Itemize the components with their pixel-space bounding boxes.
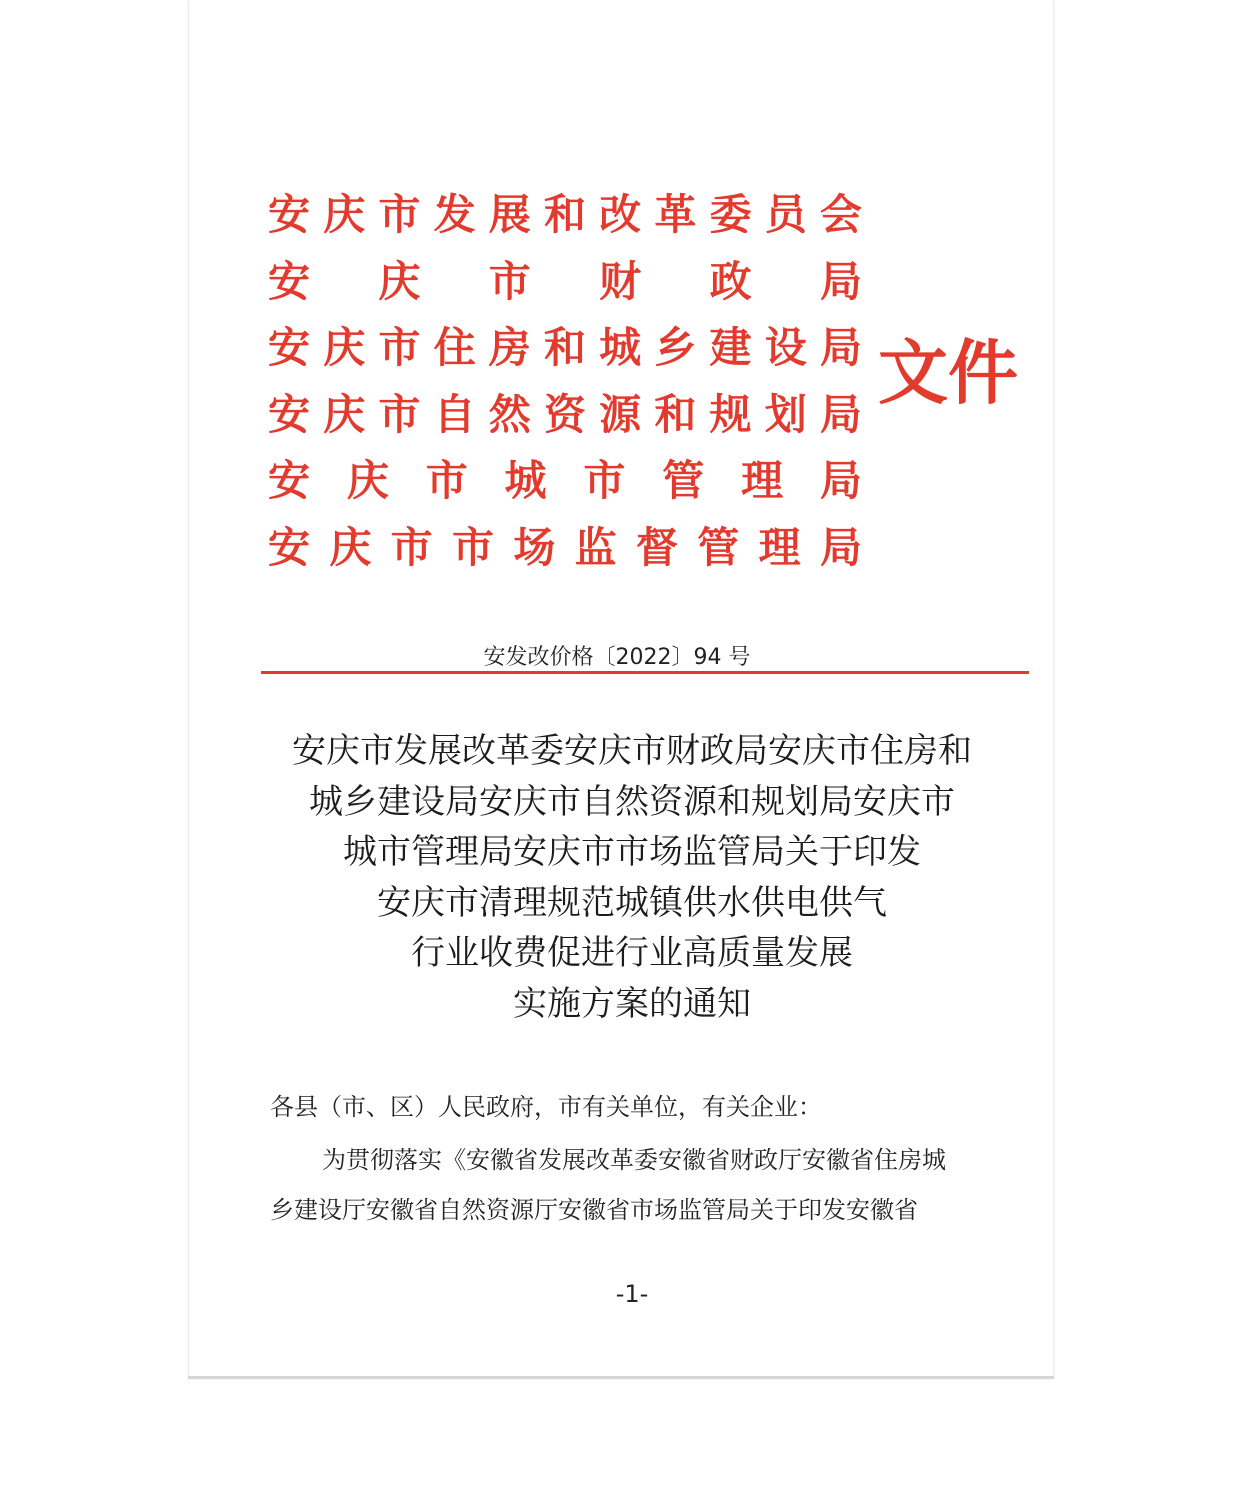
- issuer-char: 改: [599, 190, 642, 240]
- issuer-line: [268, 182, 862, 249]
- issuer-char: 和: [543, 190, 586, 240]
- issuer-char: 源: [599, 389, 642, 439]
- title-line: 城市管理局安庆市市场监管局关于印发: [343, 832, 921, 872]
- issuer-char: 场: [513, 522, 556, 572]
- issuer-char: 划: [764, 389, 807, 439]
- issuer-char: 城: [599, 323, 642, 373]
- issuer-char: 市: [390, 522, 433, 572]
- issuer-char: 监: [574, 522, 617, 572]
- issuer-char: 设: [764, 323, 807, 373]
- issuer-char: 市: [378, 389, 421, 439]
- issuer-char: 局: [819, 389, 862, 439]
- issuer-char: 财: [599, 256, 642, 306]
- issuer-char: 安: [268, 456, 311, 506]
- issuer-char: 住: [433, 323, 476, 373]
- issuer-char: 革: [654, 190, 697, 240]
- title-line: 城乡建设局安庆市自然资源和规划局安庆市: [309, 781, 955, 822]
- issuer-char: 庆: [329, 522, 372, 572]
- issuer-char: 庆: [323, 389, 366, 439]
- issuer-char: 管: [662, 456, 705, 506]
- body-line: 为贯彻落实《安徽省发展改革委安徽省财政厅安徽省住房城: [322, 1146, 946, 1174]
- body-line: 乡建设厅安徽省自然资源厅安徽省市场监管局关于印发安徽省: [270, 1196, 918, 1224]
- issuer-char: 资: [543, 389, 586, 439]
- issuer-char: 市: [583, 456, 626, 506]
- red-divider: [261, 671, 1029, 674]
- issuer-char: 局: [819, 456, 862, 506]
- issuer-char: 市: [378, 323, 421, 373]
- issuer-char: 庆: [346, 456, 389, 506]
- issuer-line: [268, 315, 862, 382]
- issuer-char: 和: [654, 389, 697, 439]
- issuer-line: [268, 515, 862, 582]
- issuer-char: 城: [504, 456, 547, 506]
- document-number: 安发改价格〔2022〕94 号: [483, 645, 751, 670]
- issuer-char: 局: [819, 522, 862, 572]
- title-line: 行业收费促进行业高质量发展: [411, 933, 853, 973]
- issuer-char: 安: [268, 190, 311, 240]
- issuer-char: 理: [758, 522, 801, 572]
- file-mark: 文件: [878, 332, 1018, 414]
- title-line: 安庆市清理规范城镇供水供电供气: [377, 882, 887, 923]
- issuer-char: 然: [488, 389, 531, 439]
- issuer-char: 发: [433, 190, 476, 240]
- page-edge-shadow: [188, 1376, 1054, 1379]
- issuer-line: [268, 249, 862, 316]
- issuer-char: 自: [433, 389, 476, 439]
- document-title: [0, 726, 1234, 1029]
- issuer-char: 规: [709, 389, 752, 439]
- issuer-char: 乡: [654, 323, 697, 373]
- issuer-char: 市: [425, 456, 468, 506]
- issuer-char: 员: [764, 190, 807, 240]
- issuer-char: 会: [819, 190, 862, 240]
- issuer-char: 局: [819, 256, 862, 306]
- page-number: -1-: [615, 1280, 649, 1308]
- issuer-line: [268, 382, 862, 449]
- issuer-char: 房: [488, 323, 531, 373]
- issuer-char: 安: [268, 522, 311, 572]
- issuer-char: 委: [709, 190, 752, 240]
- issuer-char: 庆: [323, 190, 366, 240]
- issuer-char: 和: [543, 323, 586, 373]
- issuer-char: 管: [697, 522, 740, 572]
- salutation: 各县（市、区）人民政府，市有关单位，有关企业：: [270, 1093, 822, 1121]
- issuer-char: 安: [268, 256, 311, 306]
- issuer-list: [268, 182, 862, 581]
- issuer-char: 安: [268, 389, 311, 439]
- issuer-char: 局: [819, 323, 862, 373]
- issuer-char: 庆: [323, 323, 366, 373]
- title-line: 安庆市发展改革委安庆市财政局安庆市住房和: [292, 731, 972, 771]
- issuer-char: 展: [488, 190, 531, 240]
- issuer-char: 市: [378, 190, 421, 240]
- issuer-char: 安: [268, 323, 311, 373]
- issuer-char: 庆: [378, 256, 421, 306]
- issuer-char: 督: [635, 522, 678, 572]
- issuer-line: [268, 448, 862, 515]
- issuer-char: 市: [451, 522, 494, 572]
- issuer-char: 建: [709, 323, 752, 373]
- title-line: 实施方案的通知: [513, 983, 751, 1024]
- issuer-char: 政: [709, 256, 752, 306]
- issuer-char: 市: [488, 256, 531, 306]
- body-paragraph: [270, 1135, 1010, 1235]
- issuer-char: 理: [741, 456, 784, 506]
